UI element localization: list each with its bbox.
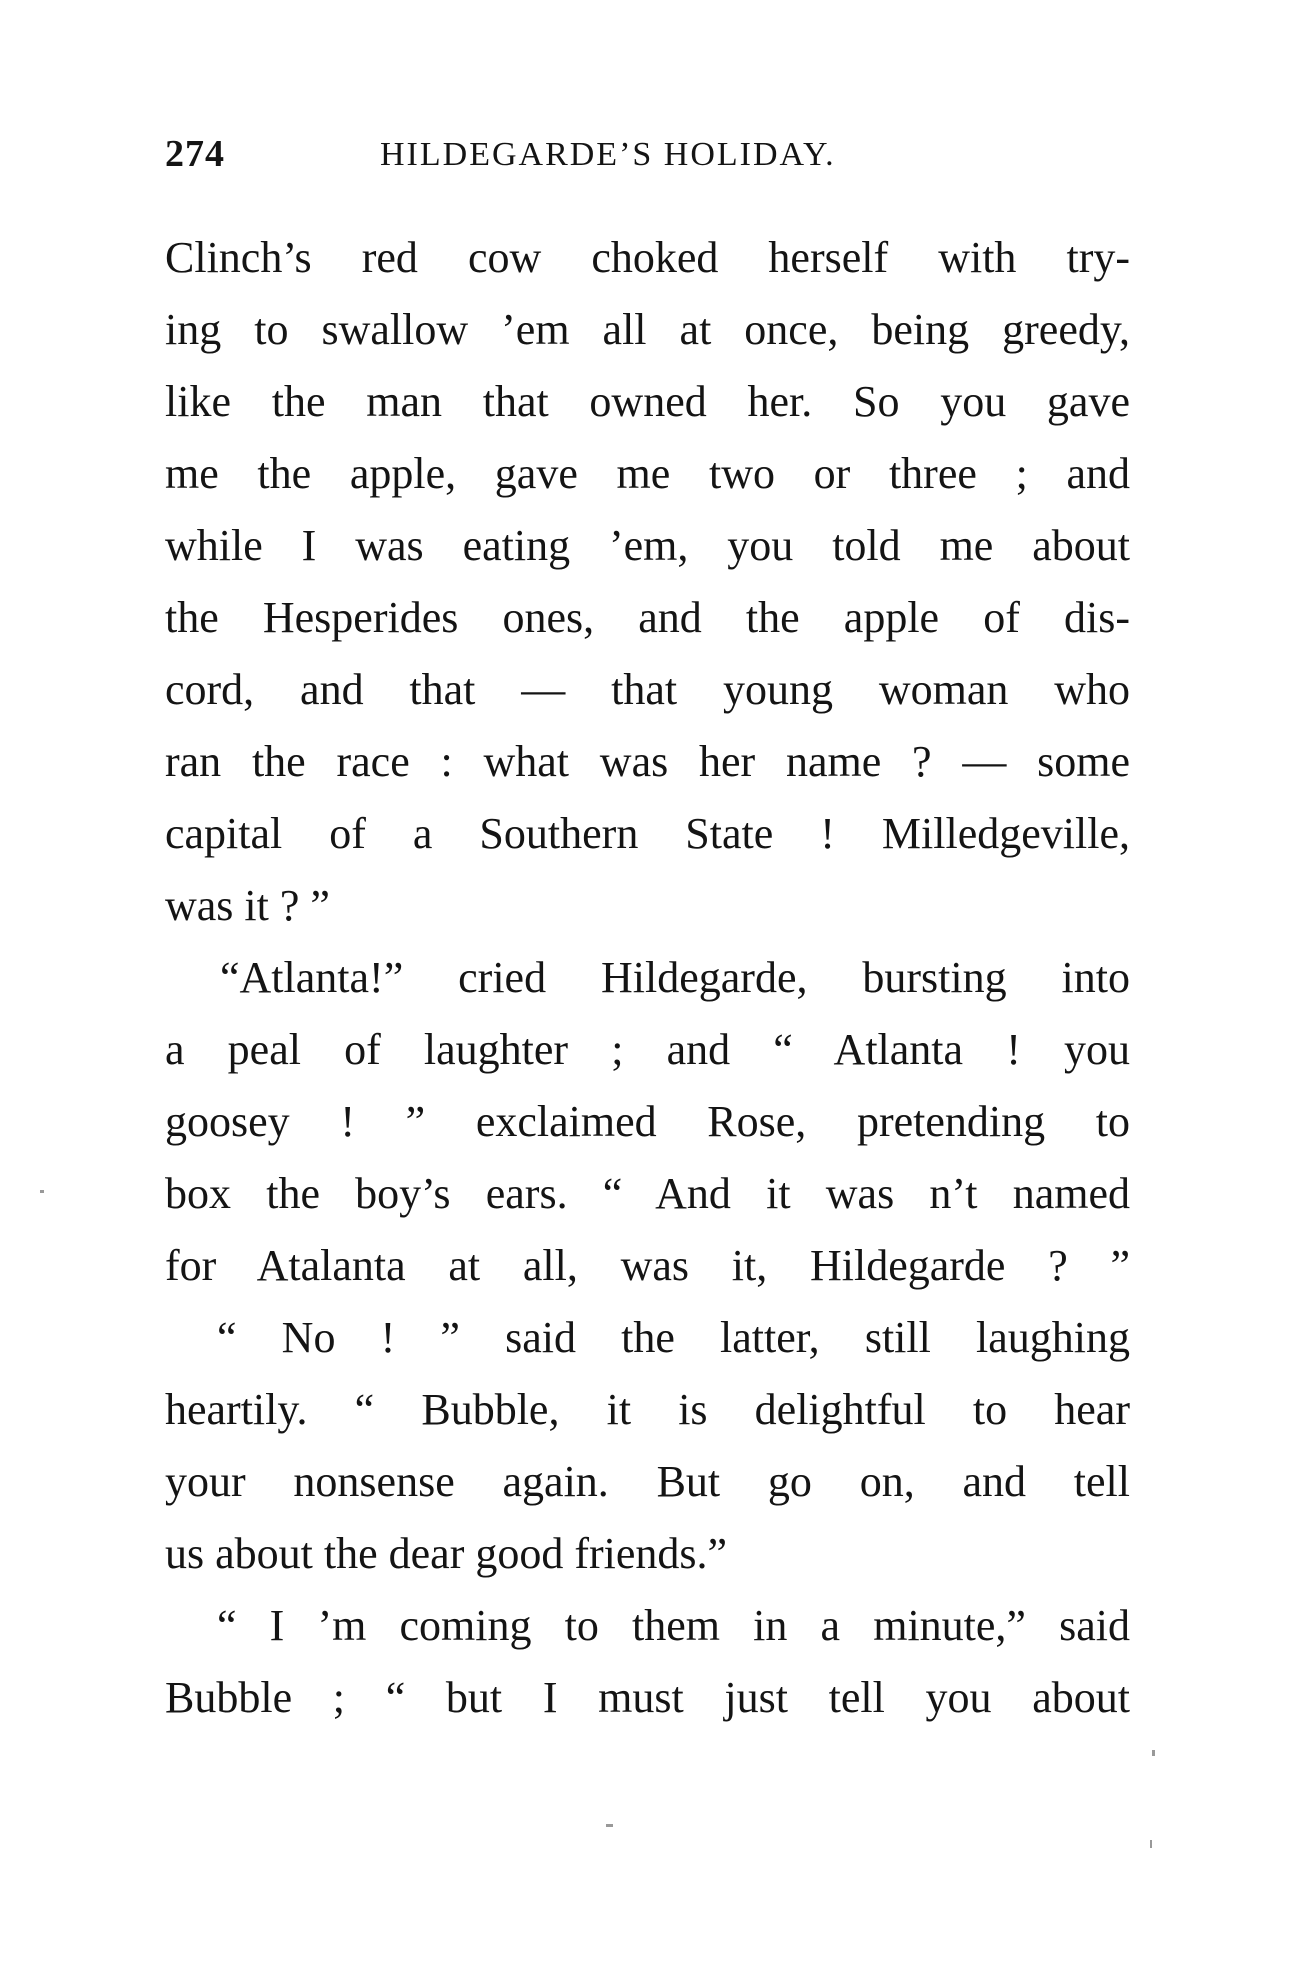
text-line: “ I ’m coming to them in a minute,” said xyxy=(217,1601,1130,1650)
page-number: 274 xyxy=(165,133,225,175)
text-line: for Atalanta at all, was it, Hildegarde ? ” xyxy=(165,1241,1130,1290)
text-line: your nonsense again. But go on, and tell xyxy=(165,1457,1130,1506)
text-line: “Atlanta!” cried Hildegarde, bursting into xyxy=(220,953,1130,1002)
text-line: capital of a Southern State ! Milledgeville, xyxy=(165,809,1130,858)
text-line: a peal of laughter ; and “ Atlanta ! you xyxy=(165,1025,1130,1074)
text-line: “ No ! ” said the latter, still laughing xyxy=(217,1313,1130,1362)
text-line: box the boy’s ears. “ And it was n’t named xyxy=(165,1169,1130,1218)
text-line: was it ? ” xyxy=(165,881,330,930)
running-title: HILDEGARDE’S HOLIDAY. xyxy=(380,136,836,173)
text-line: us about the dear good friends.” xyxy=(165,1529,728,1578)
scan-speck xyxy=(606,1824,613,1827)
text-line: cord, and that — that young woman who xyxy=(165,665,1130,714)
body-text xyxy=(165,222,1130,1734)
text-line: Bubble ; “ but I must just tell you about xyxy=(165,1673,1130,1722)
text-line: Clinch’s red cow choked herself with try- xyxy=(165,233,1130,282)
text-line: like the man that owned her. So you gave xyxy=(165,377,1130,426)
text-line: ing to swallow ’em all at once, being greedy, xyxy=(165,305,1130,354)
scan-speck xyxy=(1150,1840,1152,1848)
text-line: while I was eating ’em, you told me about xyxy=(165,521,1130,570)
text-line: the Hesperides ones, and the apple of dis- xyxy=(165,593,1130,642)
text-line: heartily. “ Bubble, it is delightful to hear xyxy=(165,1385,1130,1434)
scan-speck xyxy=(1152,1750,1155,1756)
running-head xyxy=(165,132,1145,182)
text-line: goosey ! ” exclaimed Rose, pretending to xyxy=(165,1097,1130,1146)
scan-speck xyxy=(40,1190,44,1193)
text-line: ran the race : what was her name ? — some xyxy=(165,737,1130,786)
text-line: me the apple, gave me two or three ; and xyxy=(165,449,1130,498)
